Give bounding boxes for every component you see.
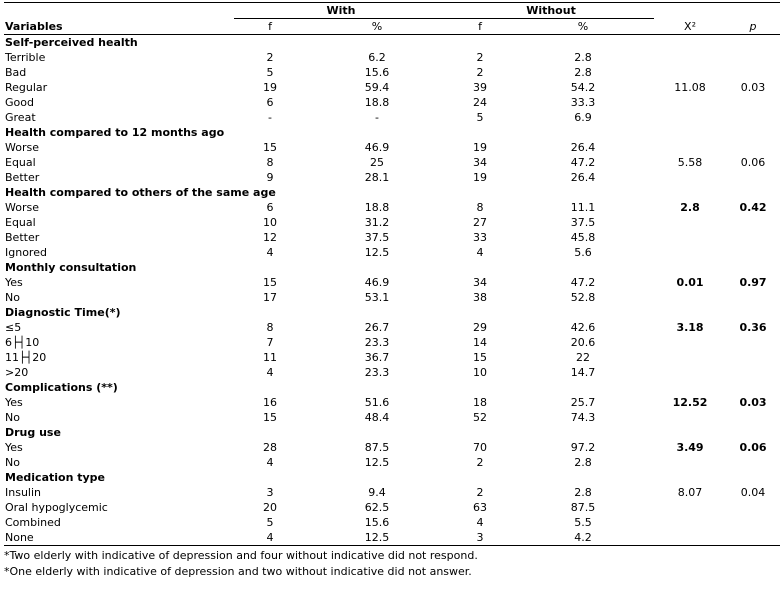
table-row: [4, 395, 780, 410]
with-pct: 48.4: [364, 411, 390, 424]
p-value: [726, 140, 780, 155]
chi-square: 5.58: [677, 156, 703, 169]
table-row: [4, 80, 780, 95]
table-row: [4, 320, 780, 335]
with-pct: 6.2: [368, 51, 386, 64]
header-chi-square: X²: [654, 19, 726, 35]
row-label: >20: [5, 366, 29, 379]
with-pct: 36.7: [364, 351, 390, 364]
without-f: 2: [476, 51, 484, 64]
row-label: Terrible: [5, 51, 46, 64]
without-pct: 5.6: [574, 246, 592, 259]
with-pct: 23.3: [364, 366, 390, 379]
table-row: [4, 215, 780, 230]
row-label: Great: [5, 111, 36, 124]
with-pct: 62.5: [364, 501, 390, 514]
chi-square: [654, 230, 726, 245]
with-pct: 28.1: [364, 171, 390, 184]
row-label: 6├┤10: [5, 336, 40, 349]
chi-square: 12.52: [672, 396, 708, 409]
table-row: [4, 50, 780, 65]
without-pct: 26.4: [570, 141, 596, 154]
table-row: [4, 500, 780, 515]
without-pct: 11.1: [570, 201, 596, 214]
table-row: [4, 230, 780, 245]
with-pct: 12.5: [306, 530, 448, 546]
with-f: 19: [263, 81, 277, 94]
without-pct: 45.8: [570, 231, 596, 244]
chi-square: [654, 350, 726, 365]
with-pct: 87.5: [364, 441, 390, 454]
chi-square: [654, 335, 726, 350]
with-f: 15: [263, 141, 277, 154]
row-label: Better: [5, 231, 40, 244]
with-f: 6: [266, 96, 274, 109]
row-label: ≤5: [5, 321, 22, 334]
row-label: Regular: [5, 81, 48, 94]
p-value: [726, 530, 780, 546]
chi-square: 8.07: [677, 486, 703, 499]
table-row: [4, 410, 780, 425]
without-f: 18: [473, 396, 487, 409]
section-row: [4, 470, 780, 485]
p-value: [726, 500, 780, 515]
section-row: [4, 185, 780, 200]
with-f: 20: [263, 501, 277, 514]
p-value: [726, 410, 780, 425]
table-row: [4, 200, 780, 215]
without-pct: 97.2: [570, 441, 596, 454]
with-pct: 26.7: [364, 321, 390, 334]
with-pct: 46.9: [364, 141, 390, 154]
without-f: 5: [476, 111, 484, 124]
row-label: No: [5, 456, 20, 469]
with-f: 15: [263, 411, 277, 424]
p-value: [726, 515, 780, 530]
without-f: 29: [473, 321, 487, 334]
chi-square: [654, 140, 726, 155]
table-row: [4, 290, 780, 305]
table-row: [4, 485, 780, 500]
row-label: None: [4, 530, 234, 546]
without-f: 19: [473, 171, 487, 184]
without-pct: 47.2: [570, 156, 596, 169]
without-f: 10: [473, 366, 487, 379]
chi-square: [654, 245, 726, 260]
with-pct: 37.5: [364, 231, 390, 244]
section-row: [4, 305, 780, 320]
table-row: [4, 455, 780, 470]
p-value: [726, 230, 780, 245]
section-row: [4, 35, 780, 51]
row-label: Ignored: [5, 246, 47, 259]
without-f: 70: [473, 441, 487, 454]
section-title: Diagnostic Time(*): [5, 306, 121, 319]
chi-square: 11.08: [674, 81, 706, 94]
with-f: 4: [266, 366, 274, 379]
without-pct: 4.2: [512, 530, 654, 546]
with-f: 28: [263, 441, 277, 454]
section-title: Drug use: [5, 426, 61, 439]
chi-square: 0.01: [676, 276, 704, 289]
chi-square: 3.49: [676, 441, 704, 454]
chi-square: [654, 410, 726, 425]
with-pct: 51.6: [364, 396, 390, 409]
p-value: [726, 290, 780, 305]
table-row: [4, 95, 780, 110]
with-pct: 18.8: [364, 201, 390, 214]
section-row: [4, 125, 780, 140]
row-label: Yes: [5, 276, 23, 289]
without-pct: 54.2: [570, 81, 596, 94]
without-f: 63: [473, 501, 487, 514]
with-f: 5: [266, 66, 274, 79]
header-with-f: f: [234, 19, 306, 35]
with-f: 3: [266, 486, 274, 499]
section-row: [4, 380, 780, 395]
footnote: *One elderly with indicative of depression and two without indicative did not answer.: [4, 565, 472, 578]
with-pct: 18.8: [364, 96, 390, 109]
section-title: Health compared to 12 months ago: [5, 126, 225, 139]
with-f: 9: [266, 171, 274, 184]
table-body: [4, 35, 780, 546]
with-pct: 46.9: [364, 276, 390, 289]
p-value: 0.06: [739, 441, 767, 454]
chi-square: [654, 515, 726, 530]
p-value: 0.42: [739, 201, 767, 214]
p-value: [726, 50, 780, 65]
chi-square: [654, 215, 726, 230]
without-f: 34: [473, 276, 487, 289]
without-f: 52: [473, 411, 487, 424]
header-p-value: p: [726, 19, 780, 35]
without-pct: 14.7: [570, 366, 596, 379]
without-f: 4: [476, 516, 484, 529]
chi-square: [654, 110, 726, 125]
table-row: [4, 245, 780, 260]
with-f: 8: [266, 321, 274, 334]
without-f: 24: [473, 96, 487, 109]
section-title: Monthly consultation: [5, 261, 137, 274]
with-f: 17: [263, 291, 277, 304]
with-f: 16: [263, 396, 277, 409]
header-without-pct: %: [512, 19, 654, 35]
without-pct: 42.6: [570, 321, 596, 334]
header-with-pct: %: [306, 19, 448, 35]
row-label: Worse: [5, 201, 39, 214]
without-f: 2: [476, 66, 484, 79]
row-label: Good: [5, 96, 34, 109]
row-label: Bad: [5, 66, 27, 79]
without-pct: 20.6: [570, 336, 596, 349]
with-f: 6: [266, 201, 274, 214]
p-value: 0.36: [739, 321, 767, 334]
table-row: [4, 365, 780, 380]
header-without: Without: [448, 3, 654, 19]
row-label: Better: [5, 171, 40, 184]
without-pct: 47.2: [570, 276, 596, 289]
without-f: 38: [473, 291, 487, 304]
without-pct: 25.7: [570, 396, 596, 409]
chi-square: [654, 290, 726, 305]
results-table: [4, 2, 780, 546]
table-row: [4, 335, 780, 350]
without-pct: 52.8: [570, 291, 596, 304]
without-f: 4: [476, 246, 484, 259]
table-row: [4, 155, 780, 170]
with-pct: -: [375, 111, 379, 124]
without-f: 34: [473, 156, 487, 169]
with-pct: 31.2: [364, 216, 390, 229]
p-value: [726, 170, 780, 185]
chi-square: [654, 530, 726, 546]
header-variables: Variables: [4, 19, 234, 35]
p-value: [726, 455, 780, 470]
with-pct: 15.6: [364, 516, 390, 529]
header-without-f: f: [448, 19, 512, 35]
table-row: [4, 140, 780, 155]
with-f: 7: [266, 336, 274, 349]
with-f: 2: [266, 51, 274, 64]
with-f: 4: [266, 456, 274, 469]
table-row: [4, 530, 780, 546]
chi-square: [654, 170, 726, 185]
with-f: 12: [263, 231, 277, 244]
without-pct: 22: [576, 351, 590, 364]
without-pct: 5.5: [574, 516, 592, 529]
chi-square: 2.8: [680, 201, 700, 214]
with-f: -: [268, 111, 272, 124]
row-label: Equal: [5, 216, 36, 229]
with-pct: 12.5: [364, 456, 390, 469]
without-f: 14: [473, 336, 487, 349]
row-label: Yes: [5, 441, 23, 454]
p-value: 0.06: [740, 156, 766, 169]
p-value: 0.97: [739, 276, 767, 289]
section-row: [4, 260, 780, 275]
chi-square: [654, 65, 726, 80]
chi-square: 3.18: [676, 321, 704, 334]
with-f: 15: [263, 276, 277, 289]
table-row: [4, 440, 780, 455]
row-label: Yes: [5, 396, 23, 409]
p-value: [726, 365, 780, 380]
table-row: [4, 170, 780, 185]
row-label: No: [5, 291, 20, 304]
with-pct: 12.5: [364, 246, 390, 259]
with-f: 5: [266, 516, 274, 529]
p-value: [726, 110, 780, 125]
without-pct: 6.9: [574, 111, 592, 124]
without-pct: 2.8: [574, 456, 592, 469]
section-title: Medication type: [5, 471, 106, 484]
chi-square: [654, 500, 726, 515]
p-value: 0.03: [739, 396, 767, 409]
without-f: 8: [476, 201, 484, 214]
p-value: 0.04: [740, 486, 766, 499]
row-label: No: [5, 411, 20, 424]
without-f: 27: [473, 216, 487, 229]
row-label: Oral hypoglycemic: [5, 501, 108, 514]
row-label: Insulin: [5, 486, 42, 499]
p-value: [726, 350, 780, 365]
with-pct: 15.6: [364, 66, 390, 79]
section-row: [4, 425, 780, 440]
table-header: [4, 3, 780, 35]
with-pct: 23.3: [364, 336, 390, 349]
with-f: 10: [263, 216, 277, 229]
without-pct: 33.3: [570, 96, 596, 109]
header-with: With: [234, 3, 448, 19]
without-pct: 26.4: [570, 171, 596, 184]
footnote: *Two elderly with indicative of depression and four without indicative did not respond.: [4, 549, 478, 562]
without-pct: 2.8: [574, 486, 592, 499]
row-label: Equal: [5, 156, 36, 169]
document-page: [4, 0, 767, 580]
row-label: Combined: [5, 516, 61, 529]
without-pct: 2.8: [574, 51, 592, 64]
p-value: [726, 215, 780, 230]
section-title: Self-perceived health: [5, 36, 138, 49]
table-row: [4, 350, 780, 365]
without-pct: 74.3: [570, 411, 596, 424]
with-f: 11: [263, 351, 277, 364]
chi-square: [654, 95, 726, 110]
with-f: 8: [266, 156, 274, 169]
without-f: 2: [476, 486, 484, 499]
without-f: 15: [473, 351, 487, 364]
table-row: [4, 65, 780, 80]
without-pct: 2.8: [574, 66, 592, 79]
with-pct: 25: [370, 156, 384, 169]
row-label: 11├┤20: [5, 351, 47, 364]
without-f: 33: [473, 231, 487, 244]
p-value: 0.03: [740, 81, 766, 94]
section-title: Complications (**): [5, 381, 118, 394]
p-value: [726, 95, 780, 110]
chi-square: [654, 365, 726, 380]
p-value: [726, 335, 780, 350]
without-pct: 87.5: [570, 501, 596, 514]
p-value: [726, 65, 780, 80]
footnotes: [4, 548, 669, 580]
chi-square: [654, 455, 726, 470]
without-f: 19: [473, 141, 487, 154]
table-row: [4, 110, 780, 125]
without-f: 2: [476, 456, 484, 469]
chi-square: [654, 50, 726, 65]
row-label: Worse: [5, 141, 39, 154]
without-pct: 37.5: [570, 216, 596, 229]
with-pct: 9.4: [368, 486, 386, 499]
with-pct: 53.1: [364, 291, 390, 304]
section-title: Health compared to others of the same age: [5, 186, 276, 199]
table-row: [4, 515, 780, 530]
without-f: 39: [473, 81, 487, 94]
without-f: 3: [448, 530, 512, 546]
p-value: [726, 245, 780, 260]
with-pct: 59.4: [364, 81, 390, 94]
table-row: [4, 275, 780, 290]
with-f: 4: [266, 246, 274, 259]
with-f: 4: [234, 530, 306, 546]
